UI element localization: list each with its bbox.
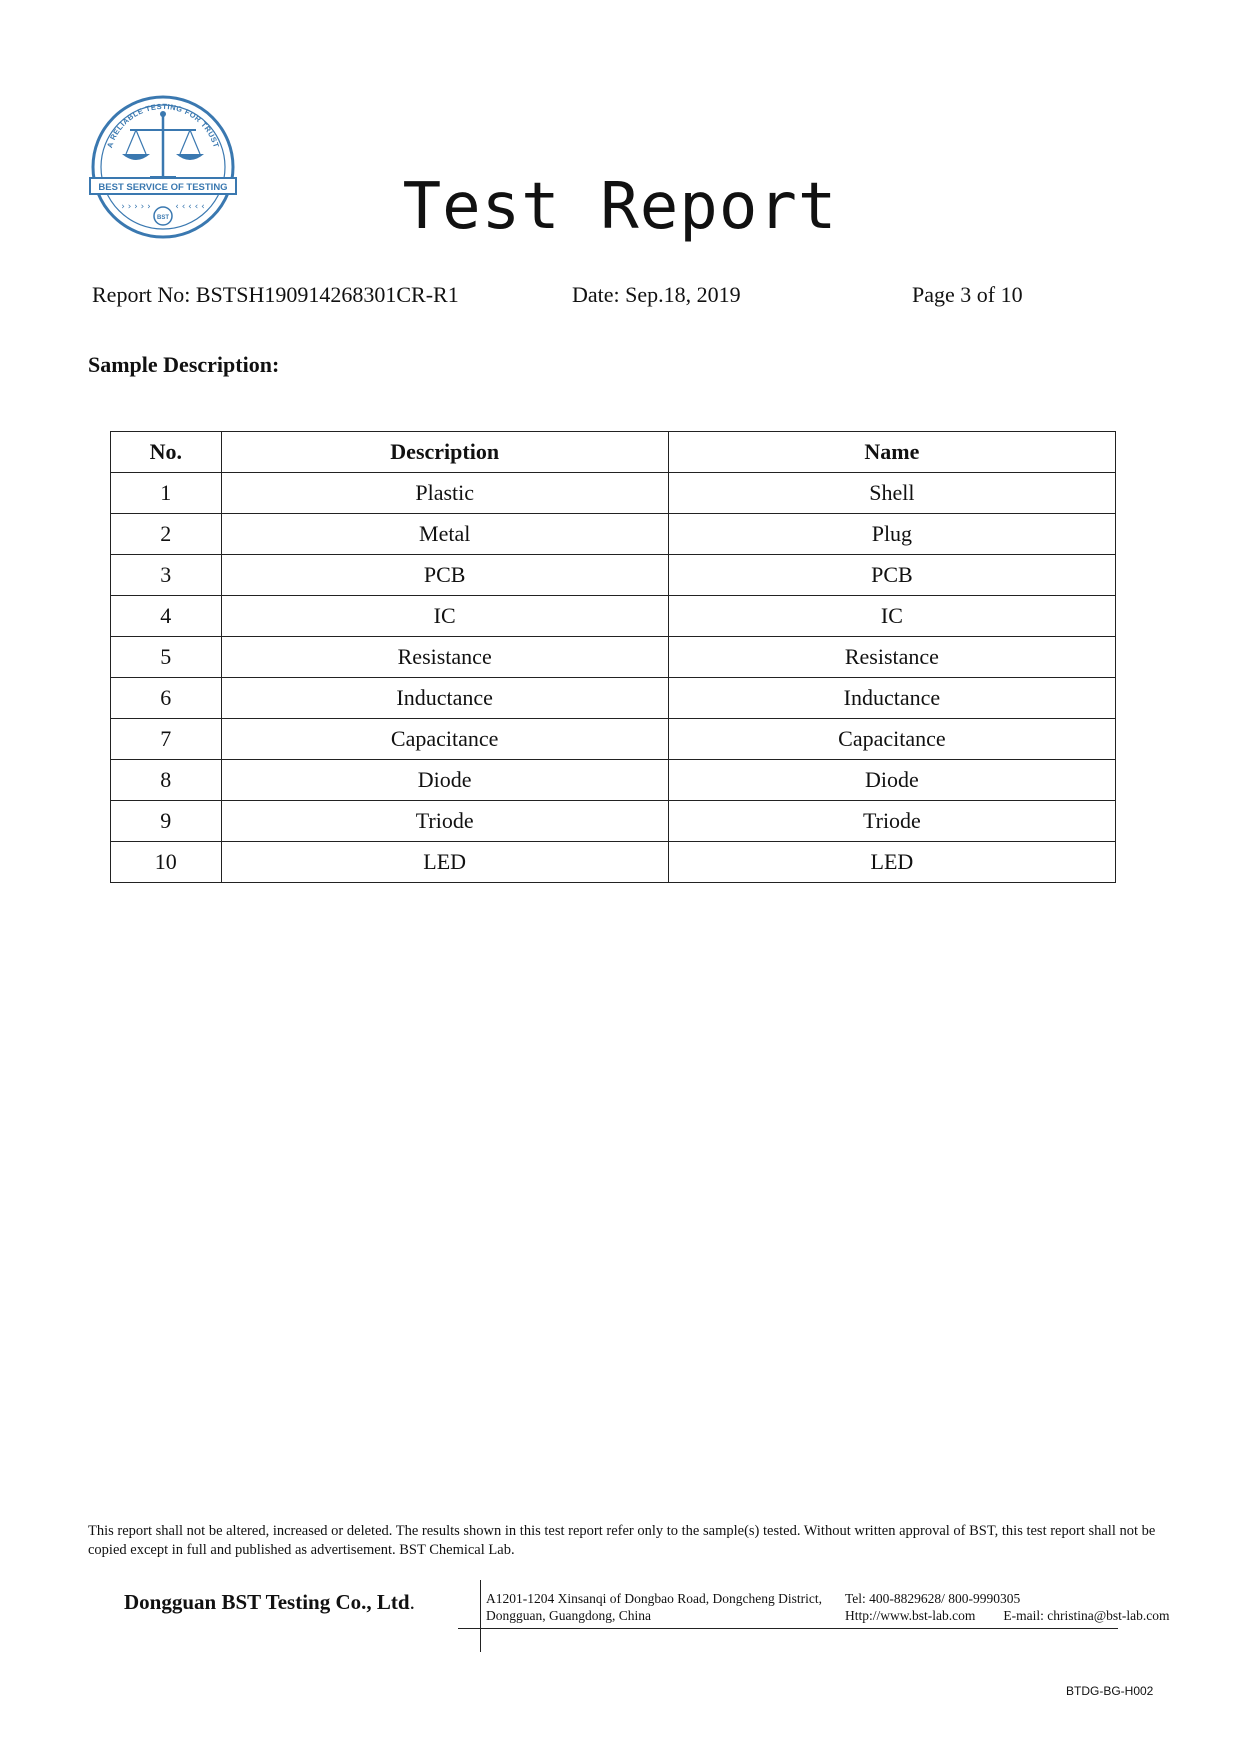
cell-name: Capacitance: [668, 719, 1115, 760]
table-header-row: [111, 432, 1116, 473]
cell-no: 1: [111, 473, 222, 514]
cell-name: Shell: [668, 473, 1115, 514]
company-name: [124, 1590, 415, 1615]
sample-description-table: [110, 431, 1116, 883]
table-row: [111, 842, 1116, 883]
cell-description: Triode: [221, 801, 668, 842]
cell-name: Diode: [668, 760, 1115, 801]
cell-name: IC: [668, 596, 1115, 637]
cell-no: 4: [111, 596, 222, 637]
company-name-text: Dongguan BST Testing Co., Ltd: [124, 1590, 410, 1614]
address-line-1: A1201-1204 Xinsanqi of Dongbao Road, Dongcheng District,: [486, 1591, 822, 1606]
cell-description: LED: [221, 842, 668, 883]
footer-vertical-divider: [480, 1580, 481, 1652]
footer-horizontal-divider: [458, 1628, 1118, 1629]
table-row: [111, 473, 1116, 514]
address-line-2: Dongguan, Guangdong, China: [486, 1608, 651, 1623]
cell-description: Inductance: [221, 678, 668, 719]
cell-name: Plug: [668, 514, 1115, 555]
table-row: [111, 596, 1116, 637]
cell-no: 2: [111, 514, 222, 555]
logo-seal-text: BST: [157, 215, 169, 221]
logo-banner-text: BEST SERVICE OF TESTING: [98, 182, 228, 193]
cell-name: Resistance: [668, 637, 1115, 678]
telephone: Tel: 400-8829628/ 800-9990305: [845, 1591, 1021, 1606]
page-title: Test Report: [402, 170, 838, 244]
cell-description: IC: [221, 596, 668, 637]
company-contact: [845, 1590, 1170, 1624]
svg-text:› › › › ›: › › › › ›: [121, 202, 151, 212]
cell-no: 3: [111, 555, 222, 596]
cell-no: 8: [111, 760, 222, 801]
logo-arc-text: A RELIABLE TESTING FOR TRUST: [105, 101, 221, 149]
report-date: Date: Sep.18, 2019: [572, 282, 741, 307]
cell-description: Capacitance: [221, 719, 668, 760]
cell-no: 9: [111, 801, 222, 842]
cell-description: Metal: [221, 514, 668, 555]
table-row: [111, 678, 1116, 719]
column-header-no: No.: [111, 432, 222, 473]
contact-links-row: [845, 1607, 1170, 1624]
section-heading: Sample Description:: [88, 352, 280, 377]
page-number: Page 3 of 10: [912, 282, 1023, 307]
svg-text:‹ ‹ ‹ ‹ ‹: ‹ ‹ ‹ ‹ ‹: [175, 202, 205, 212]
cell-name: Inductance: [668, 678, 1115, 719]
cell-no: 10: [111, 842, 222, 883]
website-link[interactable]: Http://www.bst-lab.com: [845, 1608, 976, 1623]
table-row: [111, 514, 1116, 555]
cell-description: PCB: [221, 555, 668, 596]
table-row: [111, 555, 1116, 596]
table-row: [111, 760, 1116, 801]
table-row: [111, 719, 1116, 760]
cell-description: Diode: [221, 760, 668, 801]
column-header-name: Name: [668, 432, 1115, 473]
column-header-description: Description: [221, 432, 668, 473]
cell-name: Triode: [668, 801, 1115, 842]
company-address: [486, 1590, 822, 1624]
cell-no: 7: [111, 719, 222, 760]
cell-name: LED: [668, 842, 1115, 883]
cell-description: Resistance: [221, 637, 668, 678]
cell-no: 5: [111, 637, 222, 678]
company-name-period: .: [409, 1590, 415, 1614]
email-link[interactable]: E-mail: christina@bst-lab.com: [1003, 1608, 1170, 1623]
disclaimer-text: This report shall not be altered, increased or deleted. The results shown in this test report refer only to the sample(s) tested. Without written approval of BST, this test report shall not be copied except in full and published as advertisement. BST Chemical Lab.: [88, 1523, 1156, 1558]
report-number: Report No: BSTSH190914268301CR-R1: [92, 282, 459, 307]
table-row: [111, 637, 1116, 678]
cell-description: Plastic: [221, 473, 668, 514]
cell-name: PCB: [668, 555, 1115, 596]
table-row: [111, 801, 1116, 842]
cell-no: 6: [111, 678, 222, 719]
document-code: BTDG-BG-H002: [1066, 1684, 1154, 1698]
